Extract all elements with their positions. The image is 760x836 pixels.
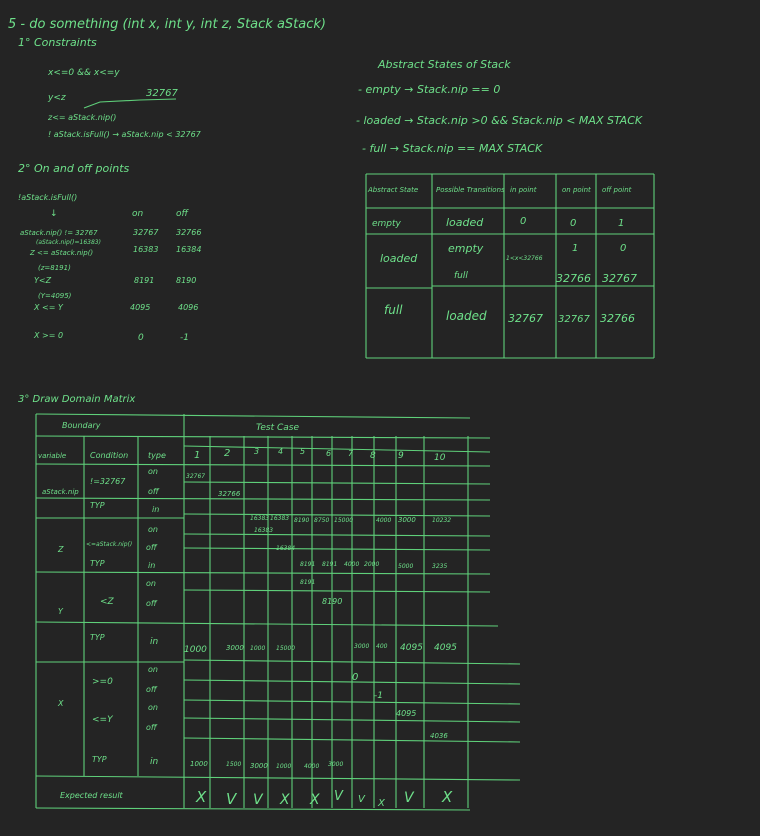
state-cell: 32766 (556, 272, 591, 285)
matrix-cell: 4095 (400, 643, 423, 653)
constraint-arc (84, 99, 176, 108)
state-loaded: - loaded → Stack.nip >0 && Stack.nip < MAX STACK (356, 114, 643, 127)
matrix-cell: 4000 (376, 517, 392, 524)
expected-mark: V (226, 790, 237, 808)
onoff-off: 16384 (176, 245, 202, 254)
type-label: off (146, 685, 157, 694)
condition-label: TYP (90, 559, 105, 568)
matrix-cell: 16383 (250, 515, 270, 522)
matrix-cell: 32767 (186, 473, 206, 480)
on-off-heading: 2° On and off points (18, 162, 130, 175)
onoff-cond: aStack.nip() != 32767 (20, 229, 98, 237)
expected-results (195, 788, 453, 809)
state-cell: full (384, 303, 403, 317)
boundary-label: Boundary (62, 421, 101, 430)
state-cell: 0 (520, 216, 527, 227)
variable-label: X (58, 699, 64, 708)
test-case-numbers (194, 447, 446, 463)
matrix-cell: 15000 (276, 645, 296, 652)
type-label: off (146, 599, 157, 608)
condition-label: TYP (92, 755, 107, 764)
matrix-cell: 10232 (432, 517, 452, 524)
expected-mark: V (253, 792, 263, 808)
type-label: on (148, 665, 158, 674)
onoff-cond: !aStack.isFull() (18, 193, 78, 202)
type-label: off (148, 487, 159, 496)
case-number: 8 (370, 451, 376, 461)
state-table-grid (366, 174, 654, 358)
onoff-cond: ↓ (50, 209, 58, 219)
on-off-table (18, 193, 201, 343)
matrix-cell: 4095 (434, 643, 457, 653)
type-label: on (148, 467, 158, 476)
case-number: 7 (348, 449, 354, 458)
case-number: 2 (224, 448, 231, 459)
state-cell: loaded (446, 309, 487, 323)
state-table-header: off point (602, 186, 632, 194)
onoff-on: 8191 (134, 276, 155, 285)
case-number: 6 (326, 449, 332, 458)
domain-matrix-heading: 3° Draw Domain Matrix (18, 394, 136, 405)
matrix-cell: 1000 (184, 645, 207, 655)
col-header-variable: variable (38, 452, 67, 460)
state-table-header: Possible Transitions (436, 186, 505, 194)
onoff-cond: (aStack.nip()=16383) (36, 239, 101, 246)
expected-mark: V (358, 794, 365, 805)
expected-mark: X (280, 792, 290, 808)
condition-label: <=aStack.nip() (86, 541, 133, 548)
constraints-heading: 1° Constraints (18, 36, 97, 49)
matrix-cell: 8190 (322, 597, 343, 606)
matrix-cell: 16384 (276, 545, 296, 552)
constraint-2: y<z (48, 93, 66, 103)
exercise-title: 5 - do something (int x, int y, int z, Stack aStack) (8, 17, 326, 32)
constraint-4: ! aStack.isFull() → aStack.nip < 32767 (48, 130, 201, 139)
onoff-off: 32766 (176, 228, 202, 237)
onoff-cond: X >= 0 (34, 331, 64, 340)
case-number: 10 (434, 453, 446, 463)
type-label: off (146, 723, 157, 732)
type-label: on (148, 703, 158, 712)
matrix-cell: 3000 (328, 761, 344, 768)
state-cell: 0 (620, 243, 627, 254)
onoff-off: 4096 (178, 303, 199, 312)
state-cell: 0 (570, 218, 577, 229)
matrix-cell: 1500 (226, 761, 242, 768)
matrix-cell: 8190 (294, 517, 310, 524)
matrix-cell: 8750 (314, 517, 330, 524)
type-label: in (150, 757, 159, 767)
type-label: in (152, 505, 160, 514)
condition-label: <Z (100, 597, 114, 607)
onoff-on: 4095 (130, 303, 151, 312)
domain-matrix-grid (36, 414, 520, 810)
constraint-1: x<=0 && x<=y (48, 68, 120, 78)
matrix-cell: 3000 (398, 516, 416, 524)
onoff-cond: (Y=4095) (38, 292, 72, 300)
matrix-cell: 2000 (364, 561, 380, 568)
matrix-cell: 32766 (218, 490, 241, 498)
abstract-states-title: Abstract States of Stack (378, 58, 511, 71)
condition-label: >=0 (92, 677, 113, 687)
matrix-cell: 16383 (254, 527, 274, 534)
expected-mark: V (404, 790, 414, 806)
onoff-on: 32767 (133, 228, 159, 237)
onoff-on: on (132, 209, 144, 219)
constraint-3: z<= aStack.nip() (48, 113, 117, 122)
case-number: 4 (278, 447, 284, 456)
matrix-cell: 400 (376, 643, 388, 650)
condition-label: TYP (90, 633, 105, 642)
matrix-cell: 3000 (354, 643, 370, 650)
matrix-cells (184, 473, 457, 770)
expected-mark: X (442, 788, 453, 806)
expected-mark: X (310, 792, 320, 808)
matrix-cell: 3000 (226, 644, 244, 652)
case-number: 3 (254, 447, 260, 456)
type-label: on (146, 579, 156, 588)
state-cell: 32767 (508, 312, 543, 325)
col-header-condition: Condition (90, 451, 129, 460)
constraint-2-value: 32767 (146, 88, 178, 99)
matrix-cell: 4036 (430, 732, 448, 740)
variable-label: Z (58, 545, 64, 554)
matrix-cell: 5000 (398, 563, 414, 570)
matrix-cell: 15000 (334, 517, 354, 524)
state-cell: empty (448, 242, 484, 255)
matrix-cell: 8191 (300, 561, 316, 568)
matrix-cell: 4000 (344, 561, 360, 568)
onoff-on: 0 (138, 333, 144, 343)
matrix-cell: 1000 (276, 763, 292, 770)
expected-mark: V (334, 789, 343, 804)
type-label: in (148, 561, 156, 570)
expected-mark: X (196, 788, 207, 806)
type-label: on (148, 525, 158, 534)
state-cell: 1 (572, 243, 579, 254)
type-label: in (150, 637, 159, 647)
onoff-cond: X <= Y (34, 303, 63, 312)
matrix-cell: 3000 (250, 762, 268, 770)
state-full: - full → Stack.nip == MAX STACK (362, 142, 543, 155)
matrix-cell: 3235 (432, 563, 448, 570)
expected-mark: X (378, 798, 385, 809)
matrix-cell: 16383 (270, 515, 290, 522)
col-header-type: type (148, 451, 166, 460)
onoff-cond: Y<Z (34, 276, 52, 285)
type-label: off (146, 543, 157, 552)
state-table-header: in point (510, 186, 537, 194)
case-number: 9 (398, 451, 404, 461)
matrix-cell: -1 (374, 691, 383, 701)
state-cell: 32767 (558, 314, 590, 325)
state-cell: 1<x<32766 (506, 255, 543, 262)
state-table-header: Abstract State (368, 186, 419, 194)
matrix-cell: 8191 (322, 561, 338, 568)
condition-label: TYP (90, 501, 105, 510)
state-empty: - empty → Stack.nip == 0 (358, 83, 501, 96)
state-cell: empty (372, 219, 401, 229)
state-cell: 32766 (600, 312, 635, 325)
state-cell: loaded (380, 252, 418, 265)
onoff-cond: Z <= aStack.nip() (30, 249, 94, 257)
case-number: 1 (194, 450, 201, 461)
matrix-cell: 1000 (250, 645, 266, 652)
onoff-off: 8190 (176, 276, 197, 285)
expected-result-label: Expected result (60, 791, 123, 800)
onoff-cond: (z=8191) (38, 264, 71, 272)
state-cell: full (454, 271, 468, 281)
condition-label: <=Y (92, 715, 113, 725)
matrix-cell: 4000 (304, 763, 320, 770)
state-table-header: on point (562, 186, 591, 194)
state-cell: 1 (618, 218, 625, 229)
state-cell: 32767 (602, 272, 637, 285)
matrix-cell: 4095 (396, 709, 417, 718)
variable-label: Y (58, 607, 63, 616)
test-case-label: Test Case (256, 423, 300, 433)
state-cell: loaded (446, 216, 484, 229)
case-number: 5 (300, 447, 306, 456)
condition-label: !=32767 (90, 477, 126, 486)
matrix-cell: 8191 (300, 579, 316, 586)
onoff-off: -1 (180, 333, 189, 343)
matrix-cell: 1000 (190, 760, 208, 768)
onoff-off: off (176, 209, 189, 219)
variable-label: aStack.nip (42, 488, 79, 496)
onoff-on: 16383 (133, 245, 159, 254)
matrix-cell: 0 (352, 672, 359, 683)
